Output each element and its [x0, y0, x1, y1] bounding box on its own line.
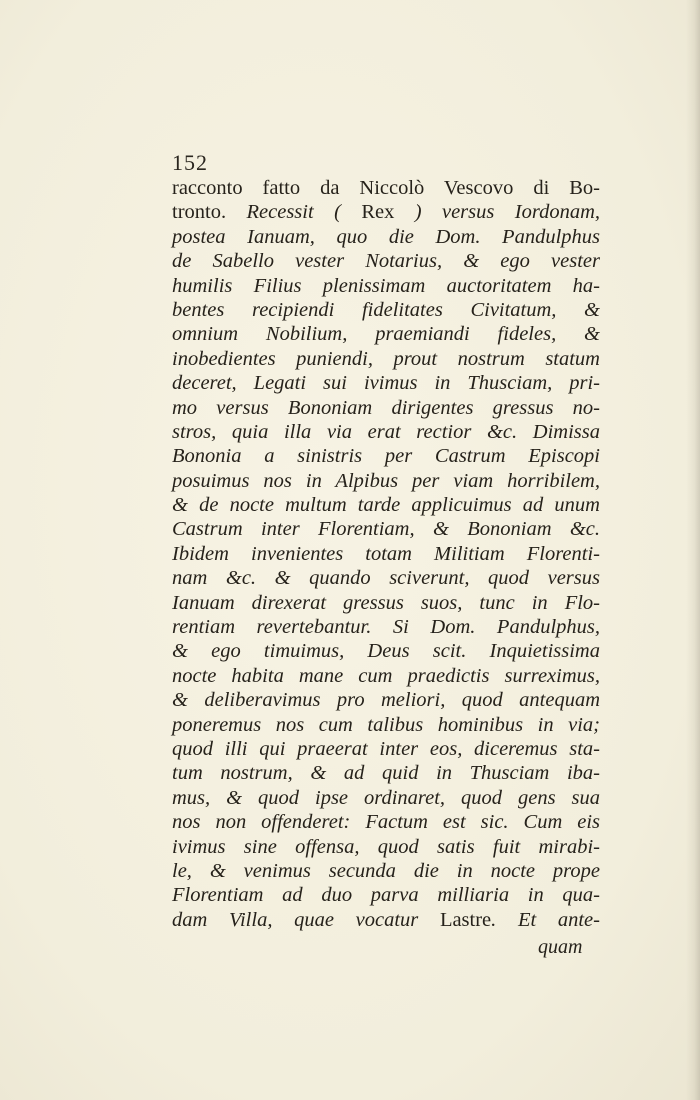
- text-line: [172, 542, 600, 566]
- text-segment: poneremus nos cum talibus hominibus in via;: [172, 713, 600, 736]
- text-segment: racconto fatto da Niccolò Vescovo di Bo-: [172, 177, 600, 199]
- text-line: [172, 786, 600, 810]
- text-line: [172, 420, 600, 444]
- text-line: [172, 835, 600, 859]
- text-line: [172, 200, 600, 224]
- text-line: [172, 347, 600, 371]
- body-text: [172, 176, 600, 932]
- text-segment: Florentiam ad duo parva milliaria in qua-: [172, 884, 600, 907]
- text-segment: mus, & quod ipse ordinaret, quod gens sua: [172, 786, 600, 809]
- text-segment: tronto.: [172, 201, 247, 224]
- text-segment: nam &c. & quando sciverunt, quod versus: [172, 567, 600, 590]
- text-line: [172, 810, 600, 834]
- text-segment: quod illi qui praeerat inter eos, diceremus sta-: [172, 737, 600, 760]
- text-segment: tum nostrum, & ad quid in Thusciam iba-: [172, 762, 600, 785]
- text-line: [172, 469, 600, 493]
- text-segment: mo versus Bononiam dirigentes gressus no-: [172, 396, 600, 419]
- text-segment: Bononia a sinistris per Castrum Episcopi: [172, 445, 600, 468]
- text-segment: Recessit (: [246, 201, 362, 224]
- text-line: [172, 396, 600, 420]
- text-line: [172, 371, 600, 395]
- text-line: [172, 615, 600, 639]
- text-segment: & ego timuimus, Deus scit. Inquietissima: [172, 640, 600, 663]
- text-line: [172, 298, 600, 322]
- text-line: [172, 908, 600, 932]
- text-segment: Rex: [361, 201, 395, 224]
- text-line: [172, 493, 600, 517]
- catchword: quam: [538, 936, 583, 958]
- text-segment: nocte habita mane cum praedictis surreximus,: [172, 664, 600, 687]
- text-segment: de Sabello vester Notarius, & ego vester: [172, 250, 600, 273]
- text-segment: nos non offenderet: Factum est sic. Cum eis: [172, 811, 600, 834]
- text-line: [172, 713, 600, 737]
- text-segment: & deliberavimus pro meliori, quod antequam: [172, 689, 600, 712]
- text-segment: omnium Nobilium, praemiandi fideles, &: [172, 323, 600, 346]
- text-line: [172, 761, 600, 785]
- text-segment: & de nocte multum tarde applicuimus ad unum: [172, 494, 600, 517]
- text-segment: ) versus Iordonam,: [394, 201, 600, 224]
- page-edge-shadow: [686, 0, 700, 1100]
- text-line: [172, 591, 600, 615]
- text-line: [172, 664, 600, 688]
- text-segment: humilis Filius plenissimam auctoritatem ha-: [172, 274, 600, 297]
- text-segment: inobedientes puniendi, prout nostrum statum: [172, 347, 600, 370]
- page-number: 152: [172, 150, 208, 175]
- text-line: [172, 249, 600, 273]
- text-segment: ivimus sine offensa, quod satis fuit mirabi-: [172, 835, 600, 858]
- text-line: [172, 274, 600, 298]
- text-line: [172, 639, 600, 663]
- text-segment: posuimus nos in Alpibus per viam horribilem,: [172, 469, 600, 492]
- text-line: [172, 688, 600, 712]
- text-segment: stros, quia illa via erat rectior &c. Dimissa: [172, 420, 600, 443]
- text-line: [172, 737, 600, 761]
- text-line: [172, 859, 600, 883]
- text-segment: Lastre: [439, 908, 492, 931]
- text-line: [172, 517, 600, 541]
- text-line: [172, 566, 600, 590]
- text-line: [172, 225, 600, 249]
- text-line: [172, 444, 600, 468]
- text-line: [172, 883, 600, 907]
- text-segment: le, & venimus secunda die in nocte prope: [172, 859, 600, 882]
- text-segment: deceret, Legati sui ivimus in Thusciam, pri-: [172, 372, 600, 395]
- text-segment: Ibidem invenientes totam Militiam Florenti-: [172, 542, 600, 565]
- text-segment: postea Ianuam, quo die Dom. Pandulphus: [172, 225, 600, 248]
- text-segment: dam Villa, quae vocatur: [172, 908, 440, 931]
- text-line: [172, 176, 600, 200]
- text-segment: Castrum inter Florentiam, & Bononiam &c.: [172, 518, 600, 541]
- text-segment: . Et ante-: [491, 908, 600, 931]
- text-line: [172, 322, 600, 346]
- text-segment: bentes recipiendi fidelitates Civitatum, &: [172, 298, 600, 321]
- text-segment: Ianuam direxerat gressus suos, tunc in Flo-: [172, 591, 600, 614]
- text-segment: rentiam revertebantur. Si Dom. Pandulphus,: [172, 616, 600, 639]
